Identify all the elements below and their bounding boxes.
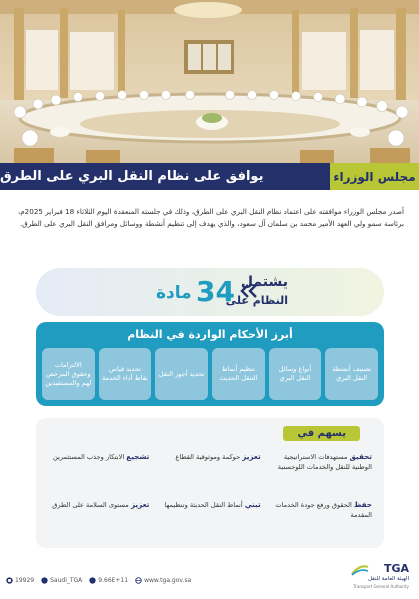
- footer: [0, 560, 419, 599]
- website-link[interactable]: [135, 577, 191, 584]
- provision-item: أنواع وسائل النقل البري: [269, 348, 322, 400]
- contribution-item-verb: تشجيع: [126, 452, 150, 461]
- count-number: 34: [196, 275, 235, 308]
- footer-links: [6, 577, 191, 584]
- intro-paragraph: أصدر مجلس الوزراء موافقته على اعتماد نظام النقل البري على الطرق، وذلك في جلسته المنعقدة اليوم الثلاثاء 18 فبراير 2025م، برئاسة سمو ولي العهد الأمير محمد بن سلمان آل سعود، والذي يهدف إلى تنظيم أنشطة ووسائل ومرافق النقل البري على الطرق.: [17, 207, 404, 228]
- banner-title: يوافق على نظام النقل البري على الطرق: [0, 163, 330, 190]
- contribution-item-verb: تبني: [244, 500, 261, 509]
- provisions-panel: [36, 322, 384, 406]
- provision-item: الالتزامات وحقوق المرخص لهم والمستفيدين: [42, 348, 95, 400]
- phone-icon: [6, 577, 13, 584]
- double-chevron-icon: [236, 284, 258, 298]
- whatsapp-number: 9.66E+11: [98, 577, 129, 584]
- contribution-item: [157, 498, 260, 540]
- provision-item: تنظيم أنماط التنقل الحديث: [212, 348, 265, 400]
- provision-item: تحديد قياس نقاط أداء الخدمة: [99, 348, 152, 400]
- contribution-grid: [46, 450, 372, 540]
- provisions-title: أبرز الأحكام الواردة في النظام: [127, 328, 293, 341]
- logo-english-name: Transport General Authority: [353, 584, 409, 589]
- contribution-item-verb: تعزيز: [242, 452, 261, 461]
- contribution-item-verb: تعزيز: [130, 500, 150, 509]
- website-text: www.tga.gov.sa: [144, 577, 192, 584]
- logo-arabic-name: الهيئة العامة للنقل: [367, 576, 409, 582]
- contribution-item-verb: حفظ: [353, 500, 372, 509]
- cabinet-meeting-photo: [0, 0, 419, 163]
- phone-contact[interactable]: [6, 577, 34, 584]
- phone-number: 19929: [15, 577, 35, 584]
- contribution-item-text: مستوى السلامة على الطرق: [52, 501, 129, 509]
- provision-item: تحديد أجور النقل: [155, 348, 208, 400]
- contribution-item: [269, 498, 372, 540]
- contribution-item-text: الحقوق ورفع جودة الخدمات المقدمة: [275, 501, 372, 519]
- provisions-list: [42, 348, 378, 400]
- contribution-item-text: الابتكار وجذب المستثمرين: [52, 453, 125, 461]
- whatsapp-icon: [89, 577, 96, 584]
- contribution-item-text: مستهدفات الاستراتيجية الوطنية للنقل والخدمات اللوجستية: [277, 453, 372, 471]
- count-line2: النظام على: [225, 294, 288, 307]
- contribution-item-text: أنماط النقل الحديثة وتنظيمها: [164, 501, 243, 509]
- banner-org: مجلس الوزراء: [330, 163, 419, 190]
- provision-item: تصنيف أنشطة النقل البري: [325, 348, 378, 400]
- contribution-item-text: حوكمة وموثوقية القطاع: [175, 453, 241, 461]
- article-count-box: [36, 268, 384, 316]
- title-banner: [0, 163, 419, 190]
- count-unit: مادة: [156, 283, 192, 303]
- social-handle[interactable]: [41, 577, 82, 584]
- social-icon: [41, 577, 48, 584]
- logo-abbreviation: TGA: [383, 562, 409, 575]
- whatsapp-contact[interactable]: [89, 577, 128, 584]
- tga-logo: [339, 562, 409, 596]
- contribution-card: [36, 418, 384, 548]
- contribution-item: [46, 498, 149, 540]
- contribution-item-verb: تحقيق: [349, 452, 372, 461]
- tga-logo-mark-icon: [351, 564, 369, 576]
- count-line1: يشتمل: [240, 274, 288, 290]
- contribution-item: [46, 450, 149, 492]
- contribution-item: [269, 450, 372, 492]
- contribution-item: [157, 450, 260, 492]
- contribution-title: يسهم في: [283, 426, 360, 441]
- social-handle-text: Saudi_TGA: [50, 577, 83, 584]
- globe-icon: [135, 577, 142, 584]
